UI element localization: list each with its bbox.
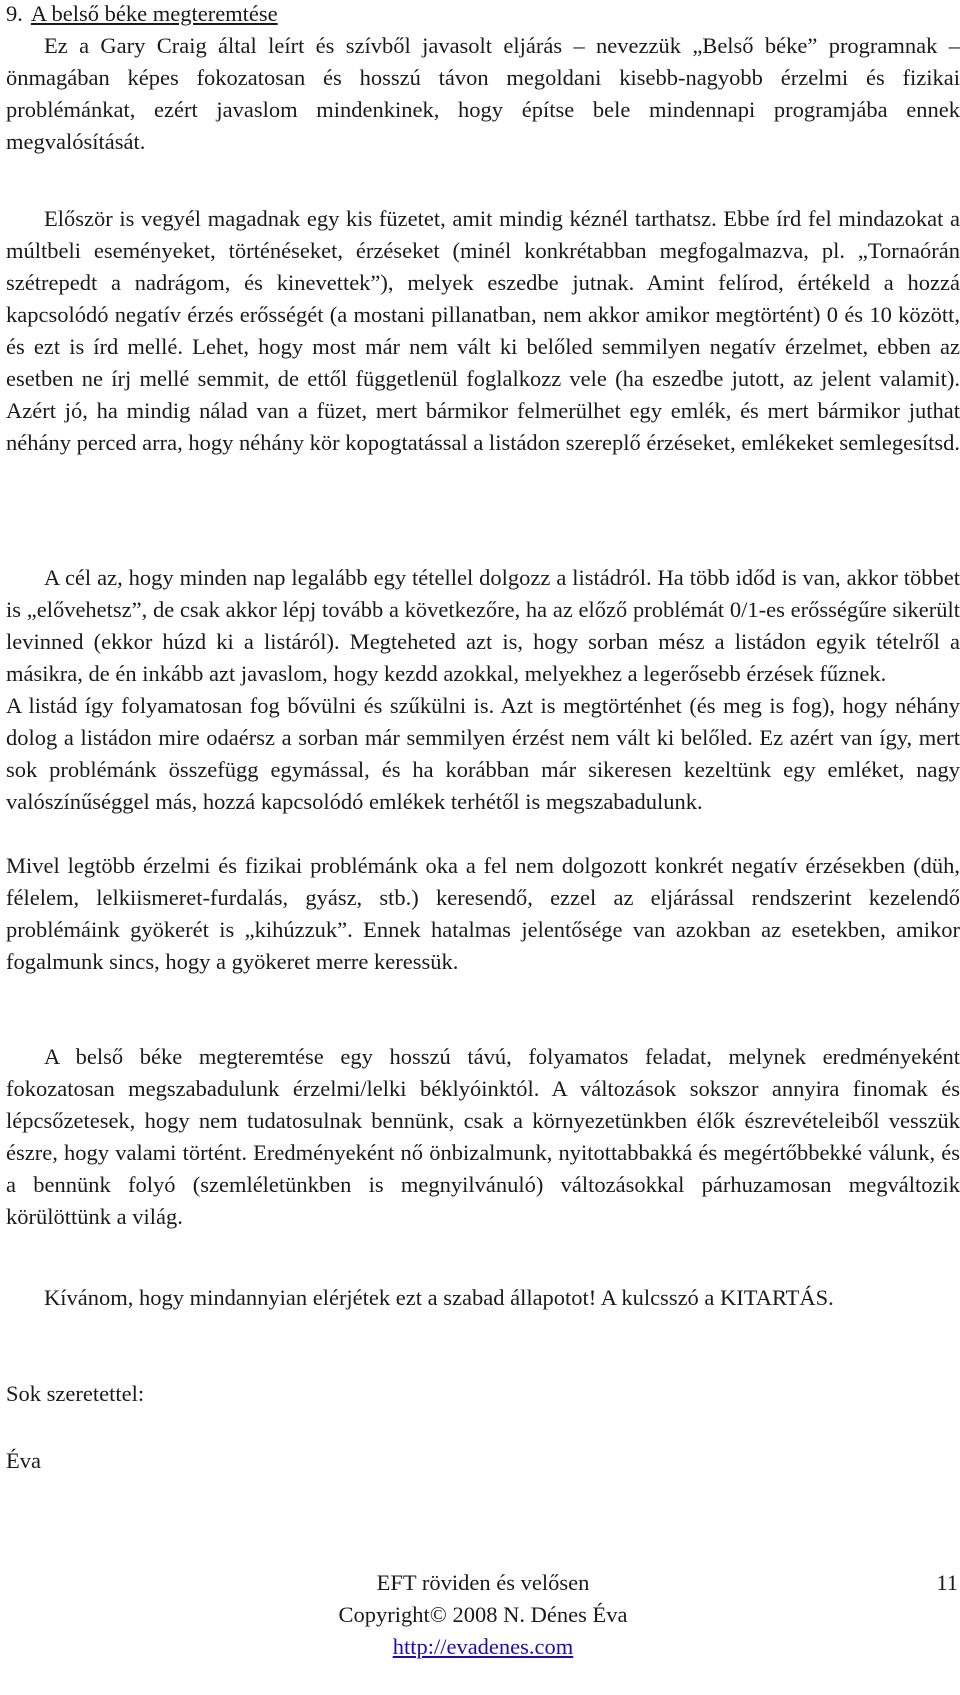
footer-copyright: Copyright© 2008 N. Dénes Éva bbox=[338, 1602, 628, 1627]
closing-salutation: Sok szeretettel: bbox=[6, 1381, 145, 1406]
closing-signature: Éva bbox=[6, 1448, 41, 1473]
paragraph-roots: Mivel legtöbb érzelmi és fizikai problémánk oka a fel nem dolgozott konkrét negatív érzésekben (düh, félelem, lelkiismeret-furdalás, gyász, stb.) keresendő, ezzel az eljárással rendszerint kezelendő problémáink gyökerét is „kihúzzuk”. Ennek hatalmas jelentősége van azokban az esetekben, amikor fogalmunk sincs, hogy a gyökeret merre keressük. bbox=[6, 853, 960, 974]
paragraph-goal: A cél az, hogy minden nap legalább egy tétellel dolgozz a listádról. Ha több időd is van, akkor többet is „elővehetsz”, de csak akkor lépj tovább a következőre, ha az előző problémát 0/1-es erősségűre sikerült levinned (ekkor húzd ki a listáról). Megteheted azt is, hogy sorban mész a listádon egyik tételről a másikra, de én inkább azt javaslom, hogy kezdd azokkal, melyekhez a legerősebb érzések fűznek. bbox=[6, 565, 960, 686]
footer-website-link[interactable]: http://evadenes.com bbox=[392, 1634, 574, 1659]
footer-book-title: EFT röviden és velősen bbox=[376, 1570, 590, 1595]
footer-page-number: 11 bbox=[936, 1570, 958, 1595]
section-title: A belső béke megteremtése bbox=[30, 1, 278, 26]
paragraph-inner-peace: A belső béke megteremtése egy hosszú távú, folyamatos feladat, melynek eredményeként fokozatosan megszabadulunk érzelmi/lelki béklyóinktól. A változások sokszor annyira finomak és lépcsőzetesek, hogy nem tudatosulnak bennünk, csak a környezetünkben élők észrevételeiből vesszük észre, hogy valami történt. Eredményeként nő önbizalmunk, nyitottabbakká és megértőbbekké válunk, és a bennünk folyó (szemléletünkben is megnyilvánuló) változásokkal párhuzamosan megváltozik körülöttünk a világ. bbox=[6, 1044, 960, 1229]
paragraph-wish: Kívánom, hogy mindannyian elérjétek ezt a szabad állapotot! A kulcsszó a KITARTÁS. bbox=[44, 1285, 834, 1310]
section-heading bbox=[6, 0, 278, 28]
section-number: 9. bbox=[6, 1, 23, 26]
paragraph-list-changes: A listád így folyamatosan fog bővülni és szűkülni is. Azt is megtörténhet (és meg is fog), hogy néhány dolog a listádon mire odaérsz a sorban már semmilyen érzést nem vált ki belőled. Ez azért van így, mert sok problémánk összefügg egymással, és ha korábban már sikeresen kezeltünk egy emléket, nagy valószínűséggel más, hozzá kapcsolódó emlékek terhétől is megszabadulunk. bbox=[6, 693, 960, 814]
paragraph-intro: Ez a Gary Craig által leírt és szívből javasolt eljárás – nevezzük „Belső béke” programnak – önmagában képes fokozatosan és hosszú távon megoldani kisebb-nagyobb érzelmi és fizikai problémánkat, ezért javaslom mindenkinek, hogy építse bele mindennapi programjába ennek megvalósítását. bbox=[6, 33, 960, 154]
paragraph-notebook: Először is vegyél magadnak egy kis füzetet, amit mindig kéznél tarthatsz. Ebbe írd fel mindazokat a múltbeli eseményeket, történéseket, érzéseket (minél konkrétabban megfogalmazva, pl. „Tornaórán szétrepedt a nadrágom, és kinevettek”), melyek eszedbe jutnak. Amint felírod, értékeld a hozzá kapcsolódó negatív érzés erősségét (a mostani pillanatban, nem akkor amikor megtörtént) 0 és 10 között, és ezt is írd mellé. Lehet, hogy most már nem vált ki belőled semmilyen negatív érzelmet, ebben az esetben ne írj mellé semmit, de ettől függetlenül foglalkozz vele (ha eszedbe jutott, az jelent valamit). Azért jó, ha mindig nálad van a füzet, mert bármikor felmerülhet egy emlék, és mert bármikor juthat néhány perced arra, hogy néhány kör kopogtatással a listádon szereplő érzéseket, emlékeket semlegesítsd. bbox=[6, 206, 960, 455]
